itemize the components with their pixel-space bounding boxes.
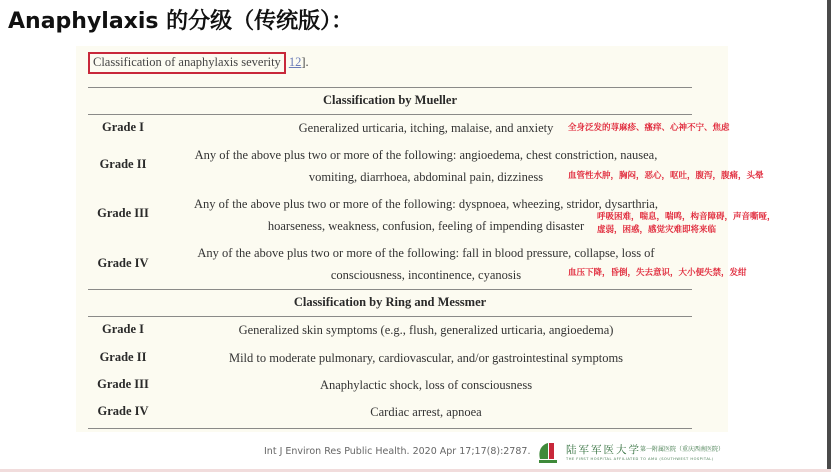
ring-grade-4: Grade IV — [97, 404, 149, 418]
table-bottom-rule — [88, 428, 692, 429]
hospital-emblem-icon — [536, 441, 562, 465]
university-logo — [536, 441, 725, 467]
mueller-grade-3: Grade III — [97, 206, 149, 220]
desc-line: vomiting, diarrhoea, abdominal pain, dizziness — [308, 170, 544, 184]
desc-line: Any of the above plus two or more of the following: dyspnoea, wheezing, stridor, dysarthria, — [194, 197, 658, 211]
ring-grade-3: Grade III — [97, 377, 149, 391]
desc-line: hoarseness, weakness, confusion, feeling of impending disaster — [267, 219, 585, 233]
desc-line: Any of the above plus two or more of the following: fall in blood pressure, collapse, loss of — [197, 246, 655, 260]
mueller-grade-2: Grade II — [99, 157, 147, 171]
desc-line: Any of the above plus two or more of the following: angioedema, chest constriction, nausea, — [194, 148, 658, 162]
ring-desc-1: Generalized skin symptoms (e.g., flush, generalized urticaria, angioedema) — [238, 323, 614, 337]
mueller-note-3 — [597, 211, 776, 237]
mueller-note-4: 血压下降，昏倒，失去意识，大小便失禁，发绀 — [568, 268, 747, 278]
mueller-note-2: 血管性水肿，胸闷，恶心，呕吐，腹泻，腹痛，头晕 — [568, 171, 764, 181]
ring-grade-2: Grade II — [99, 350, 147, 364]
reference-link[interactable]: 12 — [288, 55, 302, 69]
logo-subtitle-en: THE FIRST HOSPITAL AFFILIATED TO AMU (SOUTHWEST HOSPITAL) — [566, 457, 714, 461]
ring-desc-4: Cardiac arrest, apnoea — [370, 405, 482, 419]
ring-desc-3: Anaphylactic shock, loss of consciousness — [319, 378, 533, 392]
ring-top-rule — [88, 289, 692, 290]
desc-line: Generalized urticaria, itching, malaise, and anxiety — [298, 121, 554, 135]
citation: Int J Environ Res Public Health. 2020 Apr 17;17(8):2787. — [264, 446, 531, 457]
table-caption — [88, 52, 309, 74]
logo-subtitle-cn: 第一附属医院（重庆西南医院） — [640, 446, 725, 453]
mueller-section-title: Classification by Mueller — [322, 93, 457, 107]
note-line: 虚弱，困惑，感觉灾难即将来临 — [597, 225, 717, 235]
ring-grade-1: Grade I — [101, 322, 144, 336]
mueller-grade-1: Grade I — [101, 120, 144, 134]
note-line: 呼吸困难，喘息，喘鸣，构音障碍，声音嘶哑， — [597, 212, 776, 222]
caption-tail: ]. — [301, 55, 309, 69]
ring-desc-2: Mild to moderate pulmonary, cardiovascular, and/or gastrointestinal symptoms — [228, 351, 624, 365]
mueller-header-rule — [88, 114, 692, 115]
caption-highlight-box: Classification of anaphylaxis severity — [88, 52, 286, 74]
window-edge — [827, 0, 831, 472]
mueller-note-1: 全身泛发的荨麻疹、瘙痒、心神不宁、焦虑 — [568, 123, 730, 133]
ring-header-rule — [88, 316, 692, 317]
mueller-grade-4: Grade IV — [97, 256, 149, 270]
table-top-rule — [88, 87, 692, 88]
logo-name-cn: 陆军军医大学 — [566, 444, 641, 456]
slide-title: Anaphylaxis 的分级（传统版）： — [8, 9, 354, 34]
ring-section-title: Classification by Ring and Messmer — [293, 295, 487, 309]
desc-line: consciousness, incontinence, cyanosis — [330, 268, 522, 282]
